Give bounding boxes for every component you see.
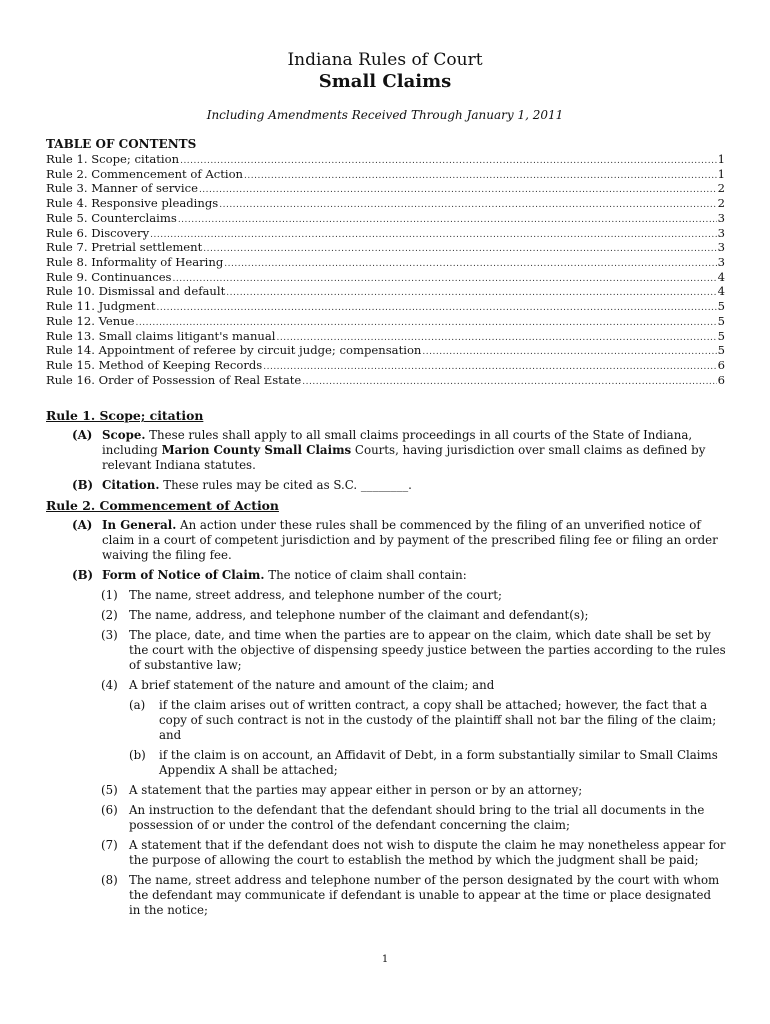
section-text xyxy=(102,518,726,563)
item-marker: (8) xyxy=(101,873,118,887)
item-text: The place, date, and time when the parties are to appear on the claim, which date shall be set by the court with the objective of dispensing speedy justice between the parties according to the rules of substantive law; xyxy=(129,628,726,672)
toc-entry-page: 4 xyxy=(717,269,725,284)
item-marker: (4) xyxy=(101,678,118,692)
toc-entry[interactable] xyxy=(46,299,725,314)
rule-1-section-b xyxy=(46,478,726,493)
toc-entry-page: 5 xyxy=(717,299,725,314)
toc-entry-label: Rule 8. Informality of Hearing xyxy=(46,255,224,270)
section-title: Scope. xyxy=(102,428,146,442)
toc-entry-page: 5 xyxy=(717,313,725,328)
item-marker: (3) xyxy=(101,628,118,642)
toc-entry-page: 1 xyxy=(717,166,725,181)
section-text-part: An action under these rules shall be commenced by the filing of an unverified notice of claim in a court of competent jurisdiction and by payment of the prescribed filing fee or filing an order waiving the filing fee. xyxy=(102,518,718,562)
item-text: The name, address, and telephone number of the claimant and defendant(s); xyxy=(129,608,589,622)
toc-entry[interactable] xyxy=(46,358,725,373)
list-item xyxy=(46,838,726,868)
rule-1-section-a xyxy=(46,428,726,473)
item-text: The name, street address, and telephone number of the court; xyxy=(129,588,502,602)
toc-entry-label: Rule 9. Continuances xyxy=(46,269,172,284)
list-item xyxy=(46,628,726,673)
toc-entry-label: Rule 15. Method of Keeping Records xyxy=(46,358,263,373)
section-title: Citation. xyxy=(102,478,160,492)
toc-entry-page: 4 xyxy=(717,284,725,299)
toc-entry[interactable] xyxy=(46,343,725,358)
toc-entry-label: Rule 1. Scope; citation xyxy=(46,152,180,166)
section-text-part: Courts, having jurisdiction over small claims as defined by relevant Indiana statutes. xyxy=(102,443,706,472)
toc-entry-page: 3 xyxy=(717,255,725,270)
section-text-part: The notice of claim shall contain: xyxy=(264,568,467,582)
list-item xyxy=(46,873,726,918)
toc-entry[interactable] xyxy=(46,196,725,211)
list-item xyxy=(46,783,726,798)
toc-entry-label: Rule 2. Commencement of Action xyxy=(46,166,244,181)
section-text xyxy=(102,428,726,473)
toc-entry[interactable] xyxy=(46,329,725,344)
list-item xyxy=(46,803,726,833)
toc-entry[interactable] xyxy=(46,226,725,241)
toc-entry[interactable] xyxy=(46,240,725,255)
rule-1-heading: Rule 1. Scope; citation xyxy=(46,408,204,423)
toc-entry-page: 3 xyxy=(717,210,725,225)
toc-entry[interactable] xyxy=(46,373,725,388)
toc-entry[interactable] xyxy=(46,284,725,299)
toc-entry[interactable] xyxy=(46,255,725,270)
toc-entry-label: Rule 14. Appointment of referee by circuit judge; compensation xyxy=(46,343,422,358)
item-marker: (a) xyxy=(129,698,146,712)
list-item xyxy=(46,608,726,623)
toc-entry[interactable] xyxy=(46,314,725,329)
toc-entry[interactable] xyxy=(46,270,725,285)
item-marker: (b) xyxy=(129,748,146,762)
toc-entry-page: 6 xyxy=(717,372,725,387)
toc-entry-label: Rule 12. Venue xyxy=(46,313,135,328)
rule-2-section-a xyxy=(46,518,726,563)
section-marker: (A) xyxy=(72,428,93,442)
toc-entry-label: Rule 13. Small claims litigant's manual xyxy=(46,328,276,343)
toc-entry-label: Rule 3. Manner of service xyxy=(46,181,198,196)
toc-entry-page: 2 xyxy=(717,196,725,211)
section-title: In General. xyxy=(102,518,177,532)
toc-entry-label: Rule 11. Judgment xyxy=(46,299,156,314)
toc-entry-label: Rule 5. Counterclaims xyxy=(46,210,177,225)
section-text-part: These rules shall apply to all small claims proceedings in all courts of the State of Indiana, including xyxy=(102,428,693,457)
item-marker: (2) xyxy=(101,608,118,622)
document-subtitle-small-claims: Small Claims xyxy=(318,71,452,92)
toc-entry-label: Rule 10. Dismissal and default xyxy=(46,284,226,299)
rule-2-section-b xyxy=(46,568,726,583)
toc-entry-label: Rule 4. Responsive pleadings xyxy=(46,196,219,211)
item-text: if the claim arises out of written contract, a copy shall be attached; however, the fact that a copy of such contract is not in the custody of the plaintiff shall not bar the filing of the claim; and xyxy=(159,698,717,742)
toc-entry[interactable] xyxy=(46,152,725,167)
amendments-note: Including Amendments Received Through January 1, 2011 xyxy=(206,108,564,122)
toc-entry-page: 3 xyxy=(717,225,725,240)
toc-entry[interactable] xyxy=(46,181,725,196)
item-text: An instruction to the defendant that the defendant should bring to the trial all documents in the possession of or under the control of the defendant concerning the claim; xyxy=(129,803,705,832)
sub-list-item xyxy=(46,698,726,743)
item-marker: (1) xyxy=(101,588,118,602)
toc-entry[interactable] xyxy=(46,211,725,226)
section-text-part: These rules may be cited as S.C. ________. xyxy=(159,478,412,492)
section-bold-phrase: Marion County Small Claims xyxy=(161,443,352,457)
section-text xyxy=(102,568,726,583)
section-text xyxy=(102,478,726,493)
item-text: A statement that the parties may appear either in person or by an attorney; xyxy=(129,783,583,797)
section-marker: (B) xyxy=(72,568,94,582)
toc-entry-page: 5 xyxy=(717,343,725,358)
list-item xyxy=(46,678,726,693)
item-marker: (5) xyxy=(101,783,118,797)
item-text: if the claim is on account, an Affidavit of Debt, in a form substantially similar to Small Claims Appendix A shall be attached; xyxy=(159,748,718,777)
page-number: 1 xyxy=(381,954,389,965)
toc-entry[interactable] xyxy=(46,167,725,182)
toc-heading: TABLE OF CONTENTS xyxy=(46,137,197,151)
toc-entry-page: 5 xyxy=(717,328,725,343)
item-text: The name, street address and telephone number of the person designated by the court with whom the defendant may communicate if defendant is unable to appear at the time or place designated in the notice; xyxy=(129,873,720,917)
table-of-contents xyxy=(46,152,725,388)
toc-entry-label: Rule 6. Discovery xyxy=(46,225,150,240)
item-marker: (7) xyxy=(101,838,118,852)
section-marker: (B) xyxy=(72,478,94,492)
section-marker: (A) xyxy=(72,518,93,532)
rules-body xyxy=(46,408,726,923)
toc-leader xyxy=(302,373,716,390)
toc-entry-page: 2 xyxy=(717,181,725,196)
toc-entry-page: 6 xyxy=(717,358,725,373)
section-title: Form of Notice of Claim. xyxy=(102,568,265,582)
item-text: A brief statement of the nature and amount of the claim; and xyxy=(129,678,495,692)
toc-entry-page: 3 xyxy=(717,240,725,255)
list-item xyxy=(46,588,726,603)
item-marker: (6) xyxy=(101,803,118,817)
toc-entry-label: Rule 16. Order of Possession of Real Estate xyxy=(46,372,302,387)
item-text: A statement that if the defendant does not wish to dispute the claim he may nonetheless appear for the purpose of allowing the court to establish the method by which the judgment shall be paid; xyxy=(129,838,726,867)
sub-list-item xyxy=(46,748,726,778)
rule-2-heading: Rule 2. Commencement of Action xyxy=(46,498,279,513)
toc-entry-label: Rule 7. Pretrial settlement xyxy=(46,240,203,255)
toc-entry-page: 1 xyxy=(717,152,725,166)
document-title: Indiana Rules of Court xyxy=(287,50,483,70)
